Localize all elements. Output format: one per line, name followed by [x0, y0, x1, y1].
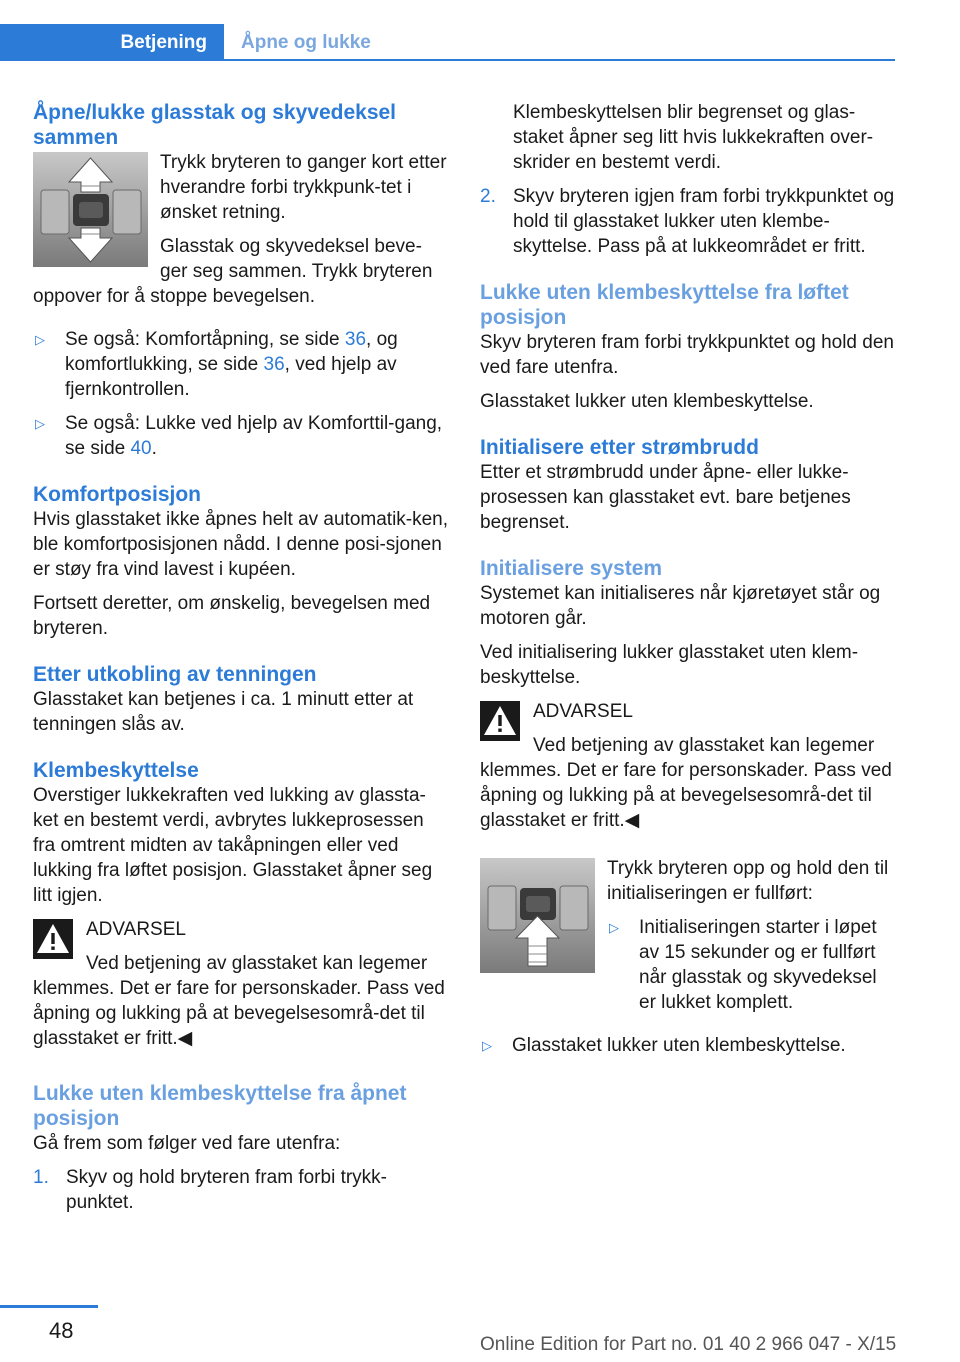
triangle-right-icon: ▷ [35, 332, 45, 347]
page-link-36[interactable]: 36 [344, 329, 367, 350]
list-item-text: Se også: Komfortåpning, se side 36, og komfortlukking, se side 36, ved hjelp av fjernkontrollen. [65, 329, 398, 400]
paragraph: Overstiger lukkekraften ved lukking av glassta-ket en bestemt verdi, avbrytes lukkeprosessen fra omtrent midten av takåpningen eller ved lukking fra løftet posisjon. Glasstaket åpner seg litt igjen. [33, 785, 433, 906]
edition-note: Online Edition for Part no. 01 40 2 966 047 - X/15 [480, 1334, 897, 1355]
item-text: Skyv og hold bryteren fram forbi trykk-punktet. [66, 1167, 387, 1213]
list-item-text: Glasstaket lukker uten klembeskyttelse. [512, 1035, 846, 1056]
page-link-40[interactable]: 40 [130, 438, 152, 459]
paragraph: Skyv bryteren fram forbi trykkpunktet og hold den ved fare utenfra. [480, 332, 894, 378]
paragraph: Glasstaket kan betjenes i ca. 1 minutt etter at tenningen slås av. [33, 689, 414, 735]
section-etter-utkobling [33, 662, 449, 737]
paragraph: Ved initialisering lukker glasstaket uten klem-beskyttelse. [480, 642, 859, 688]
list-item [33, 327, 449, 402]
warning-block [480, 699, 896, 842]
paragraph: Glasstak og skyvedeksel beve-ger seg sammen. Trykk bryteren oppover for å stoppe bevegelsen. [33, 236, 433, 307]
section-title: Klembeskyttelse [33, 759, 199, 782]
section-title: Initialisere etter strømbrudd [480, 436, 759, 459]
paragraph: Hvis glasstaket ikke åpnes helt av automatik-ken, ble komfortposisjonen nådd. I denne posi-sjonen er støy fra vind lavest i kupéen. [33, 509, 449, 580]
item-text: Klembeskyttelsen blir begrenset og glas-staket åpner seg litt hvis lukkekraften over-skrider en bestemt verdi. [513, 102, 874, 173]
section-initialisere-system [480, 556, 896, 1058]
header-rule [224, 59, 895, 61]
numbered-item-continued [480, 100, 896, 175]
section-title: Etter utkobling av tenningen [33, 663, 317, 686]
switch-figure-block [33, 150, 449, 318]
numbered-item [33, 1165, 449, 1215]
warning-text: Ved betjening av glasstaket kan legemer klemmes. Det er fare for personskader. Pass ved åpning og lukking på at bevegelsesområ-det til glasstaket er fritt.◀ [33, 953, 445, 1049]
section-title: Åpne/lukke glasstak og skyvedeksel sammen [33, 101, 397, 149]
warning-triangle-icon [480, 701, 520, 741]
page-link-36[interactable]: 36 [263, 354, 285, 375]
footer-rule [0, 1305, 98, 1308]
triangle-right-icon: ▷ [482, 1038, 492, 1053]
warning-text: Ved betjening av glasstaket kan legemer klemmes. Det er fare for personskader. Pass ved åpning og lukking på at bevegelsesområ-det til glasstaket er fritt.◀ [480, 735, 892, 831]
list-item-text: Se også: Lukke ved hjelp av Komforttil-gang, se side 40. [65, 413, 443, 459]
paragraph: Systemet kan initialiseres når kjøretøyet står og motoren går. [480, 583, 881, 629]
paragraph: Trykk bryteren opp og hold den til initialiseringen er fullført: [607, 858, 889, 904]
page-number: 48 [49, 1318, 74, 1343]
section-title: Lukke uten klembeskyttelse fra løftet posisjon [480, 281, 849, 329]
section-lukke-fra-loftet [480, 280, 896, 414]
switch-figure-block [480, 856, 896, 1024]
triangle-right-icon: ▷ [609, 920, 619, 935]
switch-up-down-image [33, 152, 148, 267]
paragraph: Gå frem som følger ved fare utenfra: [33, 1133, 341, 1154]
tab-apne-og-lukke: Åpne og lukke [241, 32, 371, 53]
triangle-right-icon: ▷ [35, 416, 45, 431]
section-title: Initialisere system [480, 557, 663, 580]
list-item [480, 1033, 896, 1058]
paragraph: Trykk bryteren to ganger kort etter hverandre forbi trykkpunk-tet i ønsket retning. [160, 152, 447, 223]
section-initialisere-strombrudd [480, 435, 896, 535]
tab-betjening: Betjening [0, 24, 224, 61]
warning-label: ADVARSEL [86, 919, 186, 940]
left-column [33, 100, 449, 1224]
paragraph: Fortsett deretter, om ønskelig, bevegelsen med bryteren. [33, 593, 431, 639]
section-lukke-fra-apnet [33, 1081, 449, 1215]
section-title: Komfortposisjon [33, 483, 201, 506]
list-item [607, 915, 896, 1015]
paragraph: Glasstaket lukker uten klembeskyttelse. [480, 391, 814, 412]
list-item [33, 411, 449, 461]
item-number: 2. [480, 186, 496, 207]
section-title: Lukke uten klembeskyttelse fra åpnet posisjon [33, 1082, 407, 1130]
paragraph: Etter et strømbrudd under åpne- eller lukke-prosessen kan glasstaket evt. bare betjenes begrenset. [480, 462, 851, 533]
section-klembeskyttelse [33, 758, 449, 1060]
item-number: 1. [33, 1167, 49, 1188]
warning-label: ADVARSEL [533, 701, 633, 722]
item-text: Skyv bryteren igjen fram forbi trykkpunktet og hold til glasstaket lukker uten klembe-skyttelse. Pass på at lukkeområdet er fritt. [513, 186, 895, 257]
numbered-item [480, 184, 896, 259]
warning-block [33, 917, 449, 1060]
section-open-close-together [33, 100, 449, 461]
right-column [480, 100, 896, 1067]
warning-triangle-icon [33, 919, 73, 959]
switch-up-image [480, 858, 595, 973]
section-komfortposisjon [33, 482, 449, 641]
page-header [0, 0, 960, 62]
list-item-text: Initialiseringen starter i løpet av 15 sekunder og er fullført når glasstak og skyvedeksel er lukket komplett. [639, 917, 877, 1013]
